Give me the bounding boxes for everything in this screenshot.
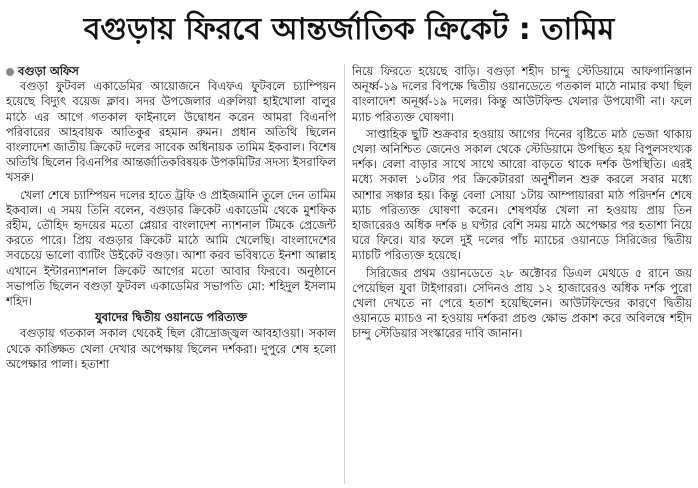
right-column: [352, 64, 692, 484]
column-divider: [344, 64, 345, 484]
headline: বগুড়ায় ফিরবে আন্তর্জাতিক ক্রিকেট : তামিম: [83, 11, 615, 47]
paragraph: সাপ্তাহিক ছুটি শুক্রবার হওয়ায় আগের দিনের বৃষ্টিতে মাঠ ভেজা থাকায় খেলা অনিশ্চিত জেনেও সকাল থেকে স্টেডিয়ামে উপস্থিত হয় বিপুলসংখ্যক দর্শক। বেলা বাড়ার সাথে সাথে আরো বাড়তে থাকে দর্শক উপস্থিতি। এরই মধ্যে সকাল ১০টার পর ক্রিকেটাররা অনুশীলন শুরু করলে সবার মধ্যে আশার সঞ্চার হয়। কিন্তু বেলা সোয়া ১টায় আম্পায়াররা মাঠ পরিদর্শন শেষে ম্যাচ পরিত্যক্ত ঘোষণা করেন। শেষপর্যন্ত খেলা না হওয়ায় প্রায় তিন হাজারেরও অধিক দর্শক ৪ ঘণ্টার বেশি সময় মাঠে অপেক্ষার পর হতাশা নিয়ে ঘরে ফিরে। যার ফলে দুই দলের পাঁচ ম্যাচের ওয়ানডে সিরিজের দ্বিতীয় ম্যাচটি পরিত্যক্ত হয়েছে।: [352, 126, 692, 263]
paragraph: নিয়ে ফিরতে হয়েছে বাড়ি। বগুড়া শহীদ চান্দু স্টেডিয়ামে আফগানিস্তান অনূর্ধ্ব-১৯ দলের বিপক্ষে দ্বিতীয় ওয়ানডেতে গতকাল মাঠে নামার কথা ছিল বাংলাদেশ অনূর্ধ্ব-১৯ দলের। কিন্তু আউটফিল্ড খেলার উপযোগী না। ফলে ম্যাচ পরিত্যক্ত ঘোষণা।: [352, 64, 692, 124]
byline: [6, 64, 336, 79]
left-column: [6, 64, 336, 484]
paragraph: বগুড়া ফুটবল একাডেমির আয়োজনে বিএফএ ফুটবলে চ্যাম্পিয়ন হয়েছে বিদ্যুৎ বয়েজ ক্লাব। সদর উপজেলার এরুলিয়া হাইখোলা বালুর মাঠে এর আগে গতকাল ফাইনালে উদ্বোধন করেন আমরা বিএনপি পরিবারের আহবায়ক আতিকুর রহমান রুমন। প্রধান অতিথি ছিলেন বাংলাদেশ জাতীয় ক্রিকেট দলের সাবেক অধিনায়ক তামিম ইকবাল। বিশেষ অতিথি ছিলেন বিএনপির আন্তর্জাতিকবিষয়ক উপকমিটির সদস্য ইসরাফিল খসরু।: [6, 79, 336, 185]
bullet-icon: [6, 68, 14, 76]
subheading: যুবাদের দ্বিতীয় ওয়ানডে পরিত্যক্ত: [95, 310, 247, 325]
paragraph: সিরিজের প্রথম ওয়ানডেতে ২৮ অক্টোবর ডিএল মেথডে ৫ রানে জয় পেয়েছিল যুবা টাইগাররা। সেদিনও প্রায় ১২ হাজারেরও অধিক দর্শক পুরো খেলা দেখতে না পেরে হতাশ হয়েছিলেন। আউটফিল্ডের কারণে দ্বিতীয় ওয়ানডে ম্যাচও না হওয়ায় দর্শকরা প্রচণ্ড ক্ষোভ প্রকাশ করে অবিলম্বে শহীদ চান্দু স্টেডিয়ার সংস্কারের দাবি জানান।: [352, 265, 692, 341]
paragraph: বগুড়ায় গতকাল সকাল থেকেই ছিল রৌদ্রোজ্জ্বল আবহাওয়া। সকাল থেকে কাঙ্ক্ষিত খেলা দেখার অপেক্ষায় ছিলেন দর্শকরা। দুপুরে শেষ হলো অপেক্ষার পালা। হতাশা: [6, 326, 336, 371]
byline-text: বগুড়া অফিস: [18, 64, 79, 78]
paragraph: খেলা শেষে চ্যাম্পিয়ন দলের হাতে ট্রফি ও প্রাইজমানি তুলে দেন তামিম ইকবাল। এ সময় তিনি বলেন, বগুড়ার ক্রিকেট একাডেমি থেকে মুশফিক রহীম, তৌহিদ হৃদয়ের মতো প্লেয়ার বাংলাদেশ ন্যাশনাল টিমকে প্রেজেন্ট করতে পারে। প্রিয় বগুড়ার ক্রিকেট মাঠে আমি খেলেছি। বাংলাদেশের সবচেয়ে ভালো ব্যাটিং উইকেট বগুড়া। আশা করব ভবিষ্যতে ইনশা আল্লাহ এখানে ইন্টারন্যাশনাল ক্রিকেট আগের মতো আবার ফিরবে। অনুষ্ঠানে সভাপতি ছিলেন বগুড়া ফুটবল একাডেমির সভাপতি মো: শহিদুল ইসলাম শহিদ।: [6, 187, 336, 309]
